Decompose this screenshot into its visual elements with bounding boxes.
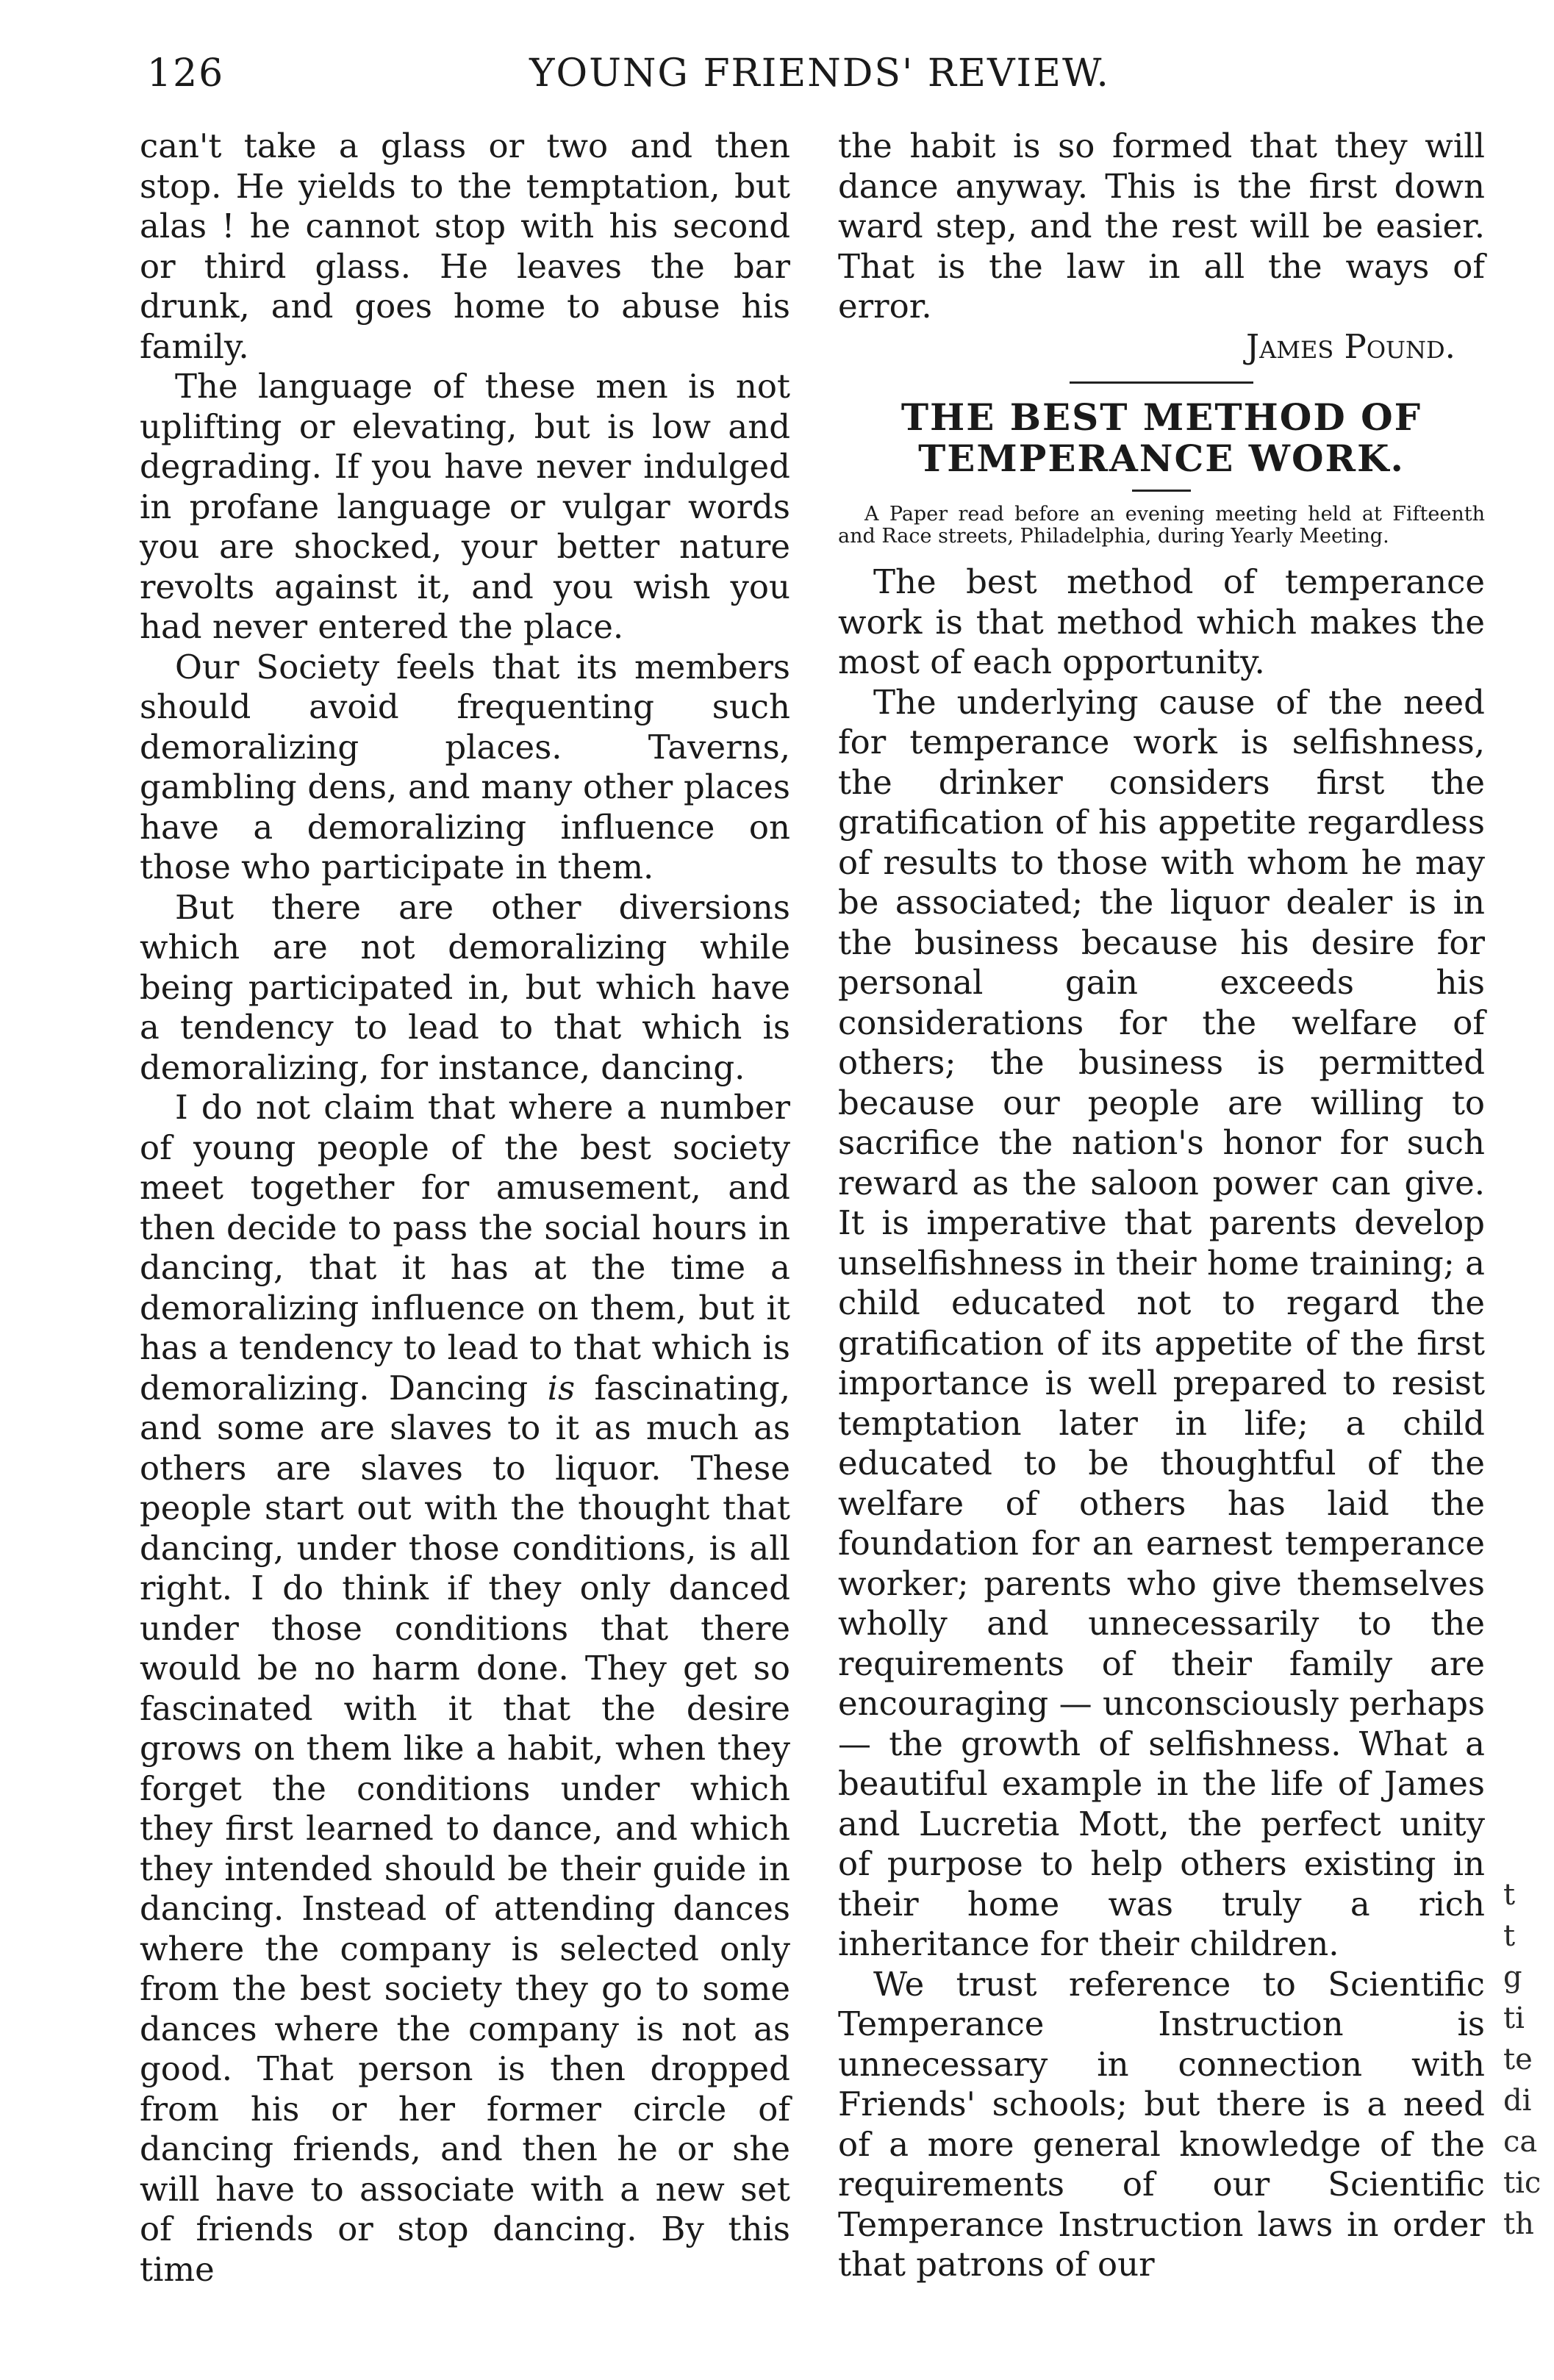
margin-fragment: th xyxy=(1503,2207,1534,2241)
margin-bleed-fragments xyxy=(1503,1874,1547,2245)
paragraph: The language of these men is not uplifting or elevating, but is low and degrading. If you have never indulged in profane language or vulgar words you are shocked, your better nature revolts against it, and you wish you had never entered the place. xyxy=(140,367,790,646)
paragraph: The underlying cause of the need for temperance work is selfishness, the drinker considers first the gratification of his appetite regardless of results to those with whom he may be associated; the liquor dealer is in the business because his desire for personal gain exceeds his considerations for the welfare of others; the business is permitted because our people are willing to sacrifice the nation's honor for such reward as the saloon power can give. It is imperative that parents develop unselfishness in their home training; a child educated not to regard the gratification of its appetite of the first importance is well prepared to resist temptation later in life; a child educated to be thoughtful of the welfare of others has laid the foundation for an earnest temperance worker; parents who give themselves wholly and unnecessarily to the requirements of their family are encouraging — unconsciously perhaps— the growth of selfishness. What a beautiful example in the life of James and Lucretia Mott, the perfect unity of purpose to help others existing in their home was truly a rich inheritance for their children. xyxy=(838,682,1485,1963)
right-column xyxy=(838,126,1485,2285)
paragraph: The best method of temperance work is that method which makes the most of each opportunity. xyxy=(838,562,1485,681)
margin-fragment: t xyxy=(1503,1919,1516,1953)
margin-fragment: di xyxy=(1503,2084,1532,2118)
margin-fragment: ca xyxy=(1503,2125,1538,2159)
running-head xyxy=(147,51,1492,103)
paragraph-text: fascinating, and some are slaves to it as much as others are slaves to liquor. These people start out with the thought that dancing, under those conditions, is all right. I do think if they only danced under those conditions that there would be no harm done. They get so fascinated with it that the desire grows on them like a habit, when they forget the conditions under which they first learned to dance, and which they intended should be their guide in dancing. Instead of attending dances where the company is selected only from the best society they go to some dances where the company is not as good. That person is then dropped from his or her former circle of dancing friends, and then he or she will have to associate with a new set of friends or stop dancing. By this time xyxy=(140,1368,791,2289)
paragraph-continuation: the habit is so formed that they will dance anyway. This is the first down ward step, and the rest will be easier. That is the law in all the ways of error. xyxy=(838,126,1485,326)
heading-divider xyxy=(1132,490,1191,492)
margin-fragment: tic xyxy=(1503,2166,1542,2200)
page-number: 126 xyxy=(147,51,225,96)
paragraph: Our Society feels that its members should avoid frequenting such demoralizing places. Taverns, gambling dens, and many other places have a demoralizing influence on those who participate in them. xyxy=(140,647,790,886)
paragraph: We trust reference to Scientific Temperance Instruction is unnecessary in connection with Friends' schools; but there is a need of a more general knowledge of the requirements of our Scientific Temperance Instruction laws in order that patrons of our xyxy=(838,1964,1485,2284)
paragraph: But there are other diversions which are not demoralizing while being participated in, but which have a tendency to lead to that which is demoralizing, for instance, dancing. xyxy=(140,887,790,1087)
author-signature: James Pound. xyxy=(1246,326,1455,366)
intro-note: A Paper read before an evening meeting held at Fifteenth and Race streets, Philadelphia, during Yearly Meeting. xyxy=(838,503,1485,548)
margin-fragment: ti xyxy=(1503,2001,1525,2035)
paragraph: can't take a glass or two and then stop. He yields to the temptation, but alas ! he cannot stop with his second or third glass. He leaves the bar drunk, and goes home to abuse his family. xyxy=(140,126,790,366)
margin-fragment: te xyxy=(1503,2043,1533,2076)
article-heading: THE BEST METHOD OF TEMPERANCE WORK. xyxy=(900,395,1422,480)
paragraph-dancing xyxy=(140,1088,790,2290)
journal-title: YOUNG FRIENDS' REVIEW. xyxy=(529,51,1110,96)
paragraph-text: I do not claim that where a number of young people of the best society meet together for amusement, and then decide to pass the social hours in dancing, that it has at the time a demoralizing influence on them, but it has a tendency to lead to that which is demoralizing. Dancing xyxy=(140,1088,790,1408)
section-divider xyxy=(1070,381,1253,384)
emphasis-text: is xyxy=(547,1368,576,1408)
margin-fragment: g xyxy=(1503,1960,1522,1994)
left-column xyxy=(140,126,790,2290)
margin-fragment: t xyxy=(1503,1878,1516,1912)
